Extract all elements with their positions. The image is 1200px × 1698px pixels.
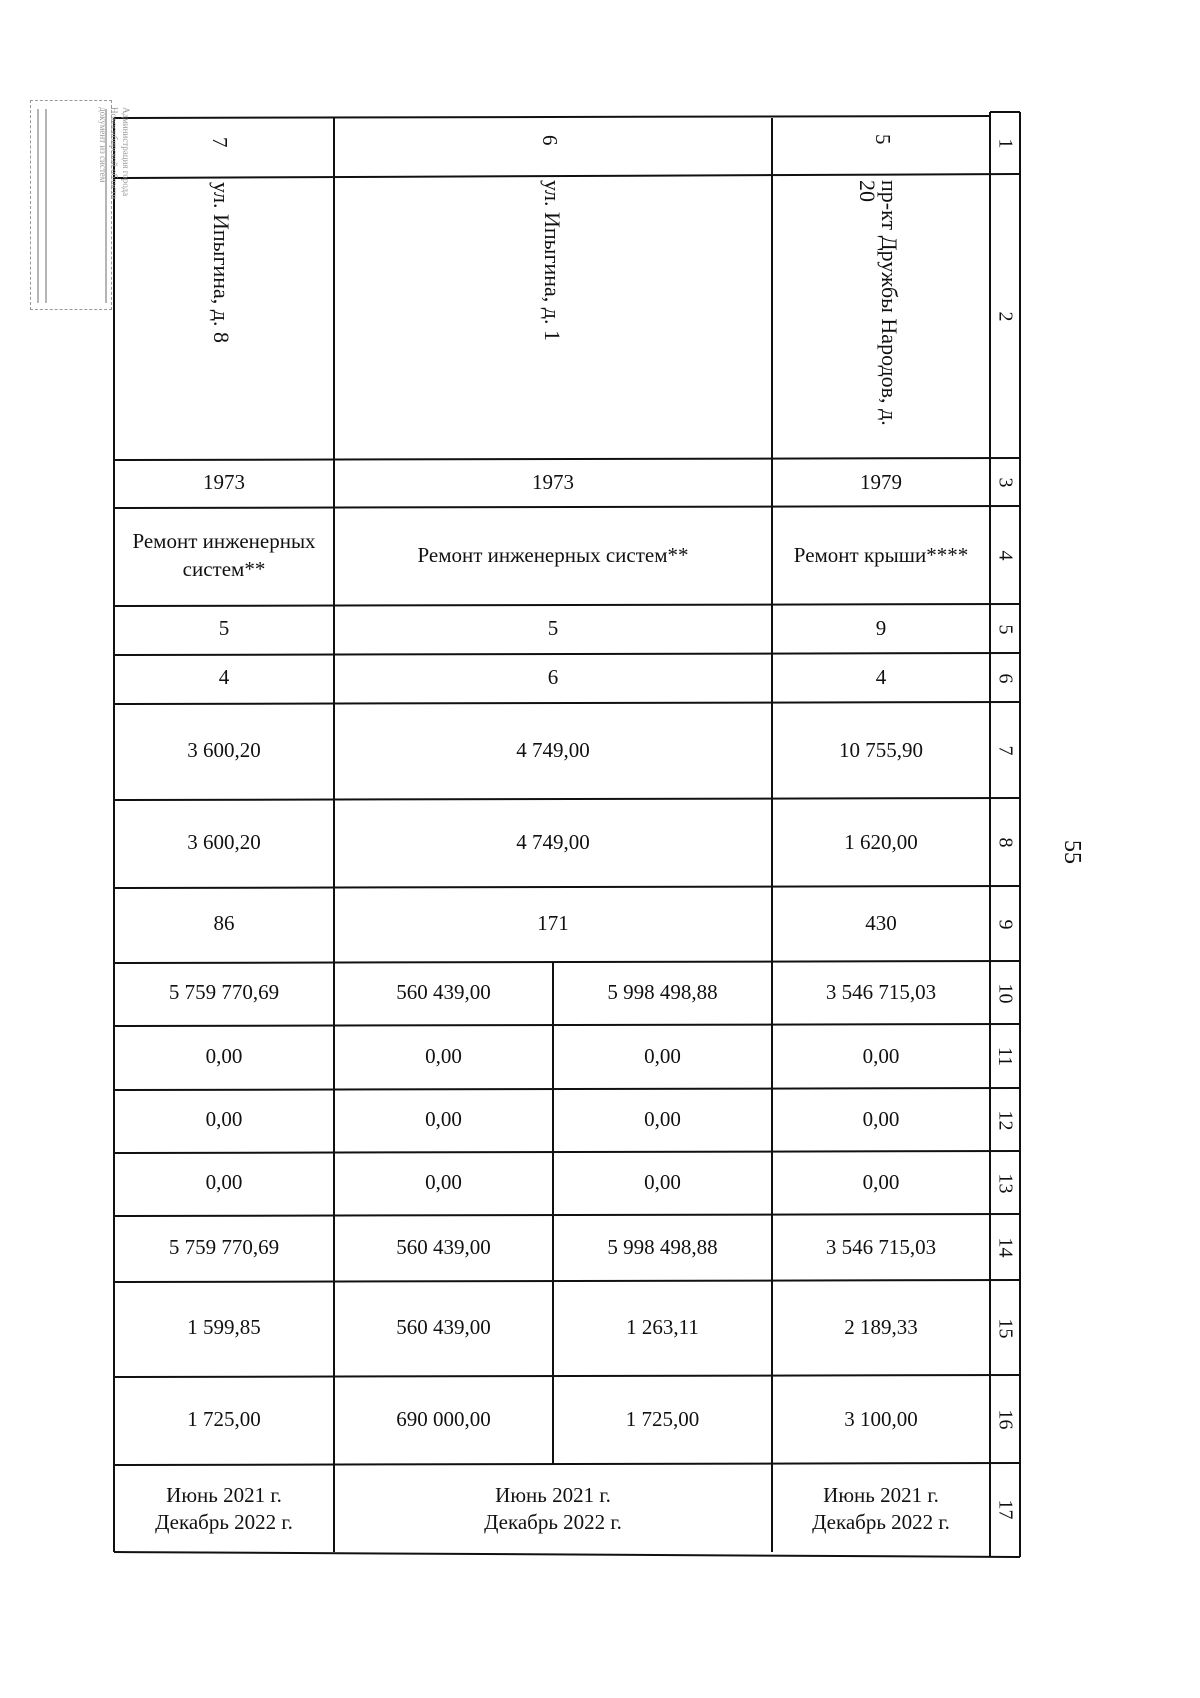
address-cell: 20 [855,180,880,202]
unit-cost-cell: 1 599,85 [187,1315,261,1340]
address-cell: пр-кт Дружбы Народов, д. [877,180,902,426]
unit-cost-cell: 2 189,33 [844,1315,918,1340]
entrances-cell: 4 [218,665,230,690]
unit-cost-cell: 1 263,11 [626,1315,699,1340]
period-cell [334,1464,772,1554]
year-cell: 1979 [860,469,902,494]
residents-cell: 86 [213,911,235,936]
repair-area-cell: 4 749,00 [516,829,590,854]
cost-fund-cell: 3 546 715,03 [825,1234,937,1259]
period-start: Июнь 2021 г. [823,1482,939,1507]
total-area-cell: 10 755,90 [839,737,923,762]
cost-cell: 0,00 [644,1043,681,1068]
year-cell: 1973 [532,469,574,494]
cost-total-cell: 5 998 498,88 [607,980,718,1005]
max-unit-cost-cell: 1 725,00 [187,1406,261,1431]
work-type-line: Ремонт инженерных [132,529,316,554]
cost-total-cell: 3 546 715,03 [825,980,937,1005]
address-cell: ул. Ипыгина, д. 8 [209,182,234,343]
cost-fund-cell: 5 998 498,88 [607,1234,718,1259]
column-number: 17 [994,1499,1017,1519]
period-end: Декабрь 2022 г. [812,1510,950,1534]
row-index: 5 [871,134,895,145]
column-number: 12 [994,1110,1017,1130]
max-unit-cost-cell: 690 000,00 [396,1406,491,1431]
row-index: 6 [538,135,562,146]
floors-cell: 9 [875,616,887,641]
cost-cell: 0,00 [862,1170,900,1195]
total-area-cell: 3 600,20 [187,737,261,762]
period-start: Июнь 2021 г. [166,1482,282,1507]
residents-cell: 430 [865,911,897,936]
work-type-cell [114,507,334,604]
column-number: 15 [994,1318,1017,1338]
period-end: Декабрь 2022 г. [155,1510,293,1534]
stamp-line: документ из систем [97,107,108,183]
year-cell: 1973 [203,469,245,494]
cost-total-cell: 560 439,00 [396,980,491,1005]
entrances-cell: 4 [875,665,887,690]
max-unit-cost-cell: 1 725,00 [625,1406,700,1431]
entrances-cell: 6 [547,665,559,690]
cost-cell: 0,00 [425,1043,462,1068]
work-type-cell: Ремонт крыши**** [793,542,969,567]
unit-cost-cell: 560 439,00 [396,1315,491,1340]
period-cell [772,1464,990,1554]
total-area-cell: 4 749,00 [516,737,590,762]
column-number: 11 [994,1046,1017,1067]
repair-area-cell: 1 620,00 [844,829,918,854]
cost-cell: 0,00 [205,1107,243,1132]
cost-cell: 0,00 [425,1170,462,1195]
cost-cell: 0,00 [862,1043,900,1068]
period-end: Декабрь 2022 г. [484,1510,622,1534]
registration-stamp [30,100,131,310]
cost-fund-cell: 5 759 770,69 [168,1234,280,1259]
row-index: 7 [208,137,232,148]
cost-cell: 0,00 [644,1107,681,1132]
column-number: 2 [994,311,1017,322]
floors-cell: 5 [218,616,230,641]
cost-cell: 0,00 [205,1043,243,1068]
cost-cell: 0,00 [644,1170,681,1195]
work-type-cell: Ремонт инженерных систем** [417,542,689,567]
column-number: 7 [994,745,1017,756]
column-number: 8 [994,837,1017,848]
column-number: 6 [994,673,1017,683]
column-number: 13 [994,1173,1017,1193]
column-number: 9 [994,919,1017,929]
column-number: 3 [994,477,1017,488]
period-start: Июнь 2021 г. [495,1482,611,1507]
page-number: 55 [1059,840,1085,864]
cost-cell: 0,00 [862,1107,900,1132]
cost-cell: 0,00 [425,1107,462,1132]
work-type-line: систем** [182,556,266,581]
residents-cell: 171 [537,911,569,936]
floors-cell: 5 [547,616,559,641]
stamp-line: Новосибирской области [109,107,120,200]
column-number: 10 [994,983,1017,1003]
stamp-line: Администрация города [121,107,131,197]
cost-total-cell: 5 759 770,69 [168,980,280,1005]
address-cell: ул. Ипыгина, д. 1 [540,180,565,341]
column-number: 1 [994,138,1017,148]
column-number: 5 [994,624,1017,634]
column-number: 16 [994,1409,1017,1430]
max-unit-cost-cell: 3 100,00 [844,1406,918,1431]
repair-area-cell: 3 600,20 [187,829,261,854]
cost-fund-cell: 560 439,00 [396,1234,491,1259]
period-cell [114,1464,334,1554]
column-number: 4 [994,550,1017,561]
column-number: 14 [994,1237,1017,1258]
cost-cell: 0,00 [205,1170,243,1195]
